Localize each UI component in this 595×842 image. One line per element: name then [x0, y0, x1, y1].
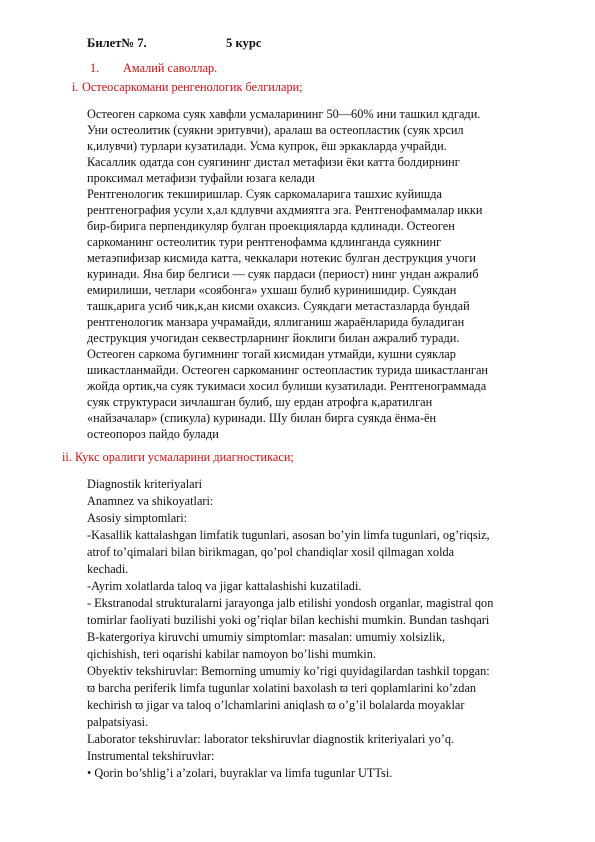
body-line: рентгенологик манзара учрамайди, яллиганиш жараёнларида буладиган: [87, 315, 465, 329]
body-line: Obyektiv tekshiruvlar: Bemorning umumiy ko’rigi quyidagilardan tashkil topgan:: [87, 664, 490, 678]
body-line: Laborator tekshiruvlar: laborator tekshiruvlar diagnostik kriteriyalari yo’q.: [87, 732, 455, 746]
body-line: -Ayrim xolatlarda taloq va jigar kattalashishi kuzatiladi.: [87, 579, 362, 593]
body-line: остеопороз пайдо булади: [87, 427, 219, 441]
body-line: qichishish, teri oqarishi kabilar namoyon bo’lishi mumkin.: [87, 647, 376, 661]
body-line: Остеоген саркома суяк хавфли усмаларининг 50—60% ини ташкил кдгади.: [87, 107, 481, 121]
body-line: tomirlar faoliyati buzilishi yoki og’riqlar bilan kechishi mumkin. Bundan tashqari: [87, 613, 490, 627]
body-line: Diagnostik kriteriyalari: [87, 477, 203, 491]
body-line: kechirish ϖ jigar va taloq o’lchamlarini aniqlash ϖ o’g’il bolalarda moyaklar: [87, 698, 465, 712]
body-line: рентгенография усули х,ал кдлувчи ахдмиятга эга. Рентгенофаммалар икки: [87, 203, 483, 217]
body-line: Asosiy simptomlari:: [87, 511, 188, 525]
body-line: Рентгенологик текширишлар. Суяк саркомаларига ташхис куйишда: [87, 187, 442, 201]
question-2-marker: ii.: [62, 450, 72, 464]
body-line: куринади. Яна бир белгиси — суяк пардаси (периост) нинг ундан ажралиб: [87, 267, 479, 281]
section-title: Амалий саволлар.: [123, 61, 218, 75]
question-2-title: Кукс оралиги усмаларини диагностикаси;: [75, 450, 294, 464]
body-line: суяк структураси зичлашган булиб, шу ердан атрофга к,аратилган: [87, 395, 433, 409]
body-line: Уни остеолитик (суякни эритувчи), аралаш ва остеопластик (суяк хрсил: [87, 123, 464, 137]
body-line: Anamnez va shikoyatlari:: [87, 494, 214, 508]
ticket-number: Билет№ 7.: [87, 36, 147, 50]
body-line: Instrumental tekshiruvlar:: [87, 749, 215, 763]
body-line: Остеоген саркома бугимнинг тогай кисмидан утмайди, кушни суяклар: [87, 347, 456, 361]
body-line: atrof to’qimalari bilan birikmagan, qo’pol chandiqlar xosil qilmagan xolda: [87, 545, 455, 559]
body-line: деструкция учогидан секвестрларнинг йоклиги билан ажралиб туради.: [87, 331, 460, 345]
question-1-marker: i.: [72, 80, 79, 94]
body-line: метаэпифизар кисмида катта, чеккалари нотекис булган деструкция учоги: [87, 251, 476, 265]
body-line: бир-бирига перпендикуляр булган проекцияларда кдлинади. Остеоген: [87, 219, 455, 233]
body-line: емирилиши, четлари «соябонга» ухшаш булиб куринишидир. Суякдан: [87, 283, 457, 297]
body-line: шикастланмайди. Остеоген саркоманинг остеопластик турида шикастланган: [87, 363, 489, 377]
body-line: kechadi.: [87, 562, 129, 576]
body-line: «найзачалар» (спикула) куринади. Шу билан бирга суякда ёнма-ён: [87, 411, 437, 425]
body-line: проксимал метафизи туфайли юзага келади: [87, 171, 315, 185]
body-line: ташк,арига усиб чик,к,ан кисми охаксиз. Суякдаги метастазларда бундай: [87, 299, 470, 313]
body-line: -Kasallik kattalashgan limfatik tugunlari, asosan bo’yin limfa tugunlari, og’riqsiz,: [87, 528, 490, 542]
body-line: Касаллик одатда сон суягининг дистал метафизи ёки катта болдирнинг: [87, 155, 460, 169]
body-line: palpatsiyasi.: [87, 715, 149, 729]
body-line: ϖ barcha periferik limfa tugunlar xolatini baxolash ϖ teri qoplamlarini ko’zdan: [87, 681, 477, 695]
body-line: • Qorin bo’shlig’i a’zolari, buyraklar va limfa tugunlar UTTsi.: [87, 766, 393, 780]
section-number: 1.: [90, 61, 100, 75]
question-1-title: Остеосаркомани ренгенологик белгилари;: [82, 80, 303, 94]
body-line: к,илувчи) турлари кузатилади. Усма купрок, ёш эркакларда учрайди.: [87, 139, 447, 153]
body-line: жойда ортик,ча суяк тукимаси хосил булиши кузатилади. Рентгенограммада: [87, 379, 487, 393]
body-line: B-katergoriya kiruvchi umumiy simptomlar: masalan: umumiy xolsizlik,: [87, 630, 446, 644]
course-label: 5 курс: [226, 36, 262, 50]
body-line: саркоманинг остеолитик тури рентгенофамма кдлинганда суякнинг: [87, 235, 442, 249]
body-line: - Ekstranodal strukturalarni jarayonga jalb etilishi yondosh organlar, magistral qon: [87, 596, 494, 610]
